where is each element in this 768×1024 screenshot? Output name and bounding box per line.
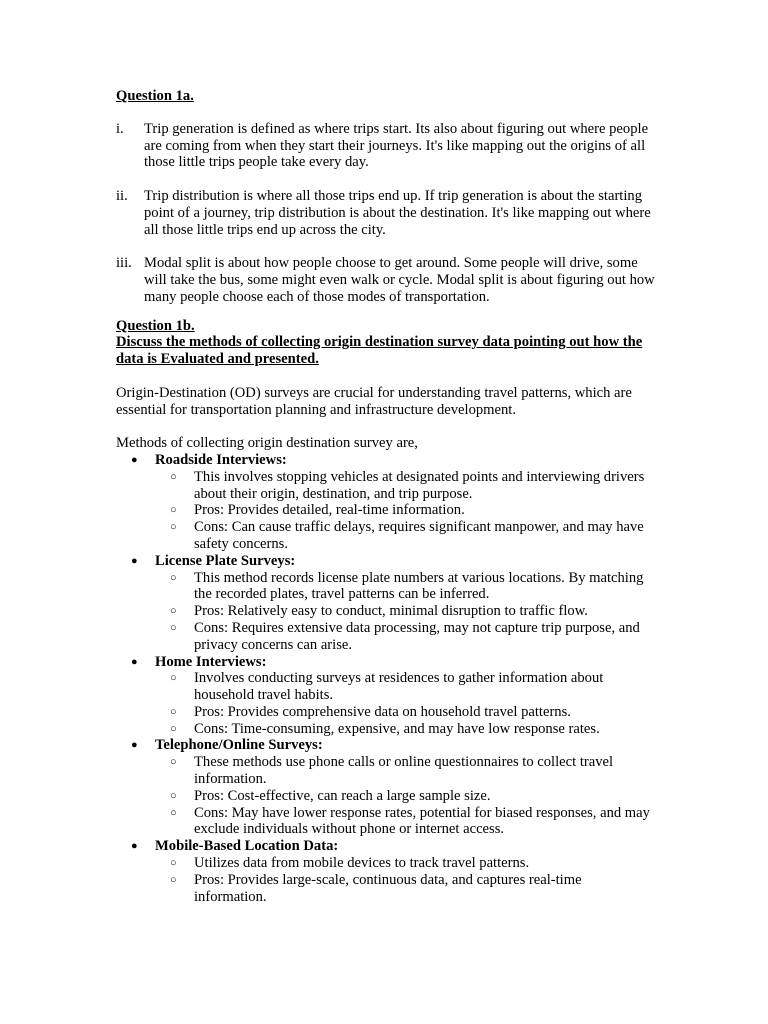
method-name: License Plate Surveys: (155, 552, 296, 569)
method-item (116, 737, 656, 838)
question-1b-prompt: Discuss the methods of collecting origin destination survey data pointing out how the data is Evaluated and presented. (116, 334, 643, 368)
question-1b-heading: Question 1b. (116, 317, 195, 334)
bullet-icon: ● (131, 453, 138, 466)
q1a-item-number: ii. (116, 187, 128, 204)
method-name: Telephone/Online Surveys: (155, 737, 323, 754)
circle-bullet-icon: ○ (170, 672, 177, 685)
circle-bullet-icon: ○ (170, 705, 177, 718)
circle-bullet-icon: ○ (170, 571, 177, 584)
method-point (155, 502, 656, 519)
method-name: Roadside Interviews: (155, 451, 287, 468)
method-point (155, 805, 656, 839)
methods-intro: Methods of collecting origin destination survey are, (116, 435, 418, 452)
method-point (155, 620, 656, 654)
method-item (116, 838, 656, 905)
method-point (155, 721, 656, 738)
method-point-text: Pros: Provides large-scale, continuous data, and captures real-time information. (194, 871, 582, 905)
method-point (155, 704, 656, 721)
circle-bullet-icon: ○ (170, 756, 177, 769)
q1a-item-text: Trip distribution is where all those trips end up. If trip generation is about the starting point of a journey, trip distribution is about the destination. It's like mapping out where all those little trips end up across the city. (144, 187, 651, 238)
method-point-text: Cons: May have lower response rates, potential for biased responses, and may exclude individuals without phone or internet access. (194, 804, 650, 838)
bullet-icon: ● (131, 554, 138, 567)
method-item (116, 452, 656, 553)
method-point-text: This involves stopping vehicles at designated points and interviewing drivers about their origin, destination, and trip purpose. (194, 468, 645, 502)
method-name: Mobile-Based Location Data: (155, 838, 339, 855)
method-point-text: Pros: Relatively easy to conduct, minimal disruption to traffic flow. (194, 603, 588, 620)
method-point (155, 872, 656, 906)
q1a-item (116, 255, 656, 305)
method-point (155, 670, 656, 704)
method-point-text: Pros: Provides detailed, real-time information. (194, 502, 465, 519)
method-point-text: Involves conducting surveys at residences to gather information about household travel habits. (194, 670, 604, 704)
method-points (155, 855, 656, 905)
q1a-item (116, 188, 656, 238)
circle-bullet-icon: ○ (170, 504, 177, 517)
q1a-item-text: Trip generation is defined as where trips start. Its also about figuring out where people are coming from when they start their journeys. It's like mapping out the origins of all those little trips people take every day. (144, 120, 649, 171)
method-points (155, 670, 656, 737)
bullet-icon: ● (131, 655, 138, 668)
circle-bullet-icon: ○ (170, 521, 177, 534)
method-point (155, 788, 656, 805)
method-point-text: Pros: Provides comprehensive data on household travel patterns. (194, 703, 571, 720)
method-name: Home Interviews: (155, 653, 267, 670)
question-1a-heading: Question 1a. (116, 88, 194, 104)
q1a-item-text: Modal split is about how people choose to get around. Some people will drive, some will take the bus, some might even walk or cycle. Modal split is about figuring out how many people choose each of those modes of transportation. (144, 255, 655, 305)
circle-bullet-icon: ○ (170, 470, 177, 483)
method-point-text: Pros: Cost-effective, can reach a large sample size. (194, 787, 491, 804)
method-point (155, 519, 656, 553)
method-point (155, 570, 656, 604)
document-body (116, 88, 656, 905)
q1a-item (116, 121, 656, 171)
method-point-text: Utilizes data from mobile devices to track travel patterns. (194, 855, 530, 872)
method-point (155, 855, 656, 872)
circle-bullet-icon: ○ (170, 789, 177, 802)
methods-list (116, 452, 656, 906)
q1a-item-number: iii. (116, 255, 132, 272)
method-point (155, 603, 656, 620)
bullet-icon: ● (131, 739, 138, 752)
circle-bullet-icon: ○ (170, 806, 177, 819)
circle-bullet-icon: ○ (170, 873, 177, 886)
method-points (155, 469, 656, 553)
method-points (155, 570, 656, 654)
method-point (155, 469, 656, 503)
circle-bullet-icon: ○ (170, 621, 177, 634)
method-item (116, 553, 656, 654)
bullet-icon: ● (131, 840, 138, 853)
q1a-item-number: i. (116, 120, 124, 137)
method-points (155, 754, 656, 838)
method-point-text: This method records license plate numbers at various locations. By matching the recorded plates, travel patterns can be inferred. (194, 569, 644, 603)
circle-bullet-icon: ○ (170, 857, 177, 870)
method-point-text: Cons: Can cause traffic delays, requires significant manpower, and may have safety concerns. (194, 519, 644, 552)
od-intro-paragraph: Origin-Destination (OD) surveys are crucial for understanding travel patterns, which are essential for transportation planning and infrastructure development. (116, 384, 632, 418)
method-point (155, 754, 656, 788)
method-point-text: Cons: Time-consuming, expensive, and may have low response rates. (194, 720, 600, 737)
method-point-text: Cons: Requires extensive data processing, may not capture trip purpose, and privacy concerns can arise. (194, 619, 640, 653)
circle-bullet-icon: ○ (170, 605, 177, 618)
method-point-text: These methods use phone calls or online questionnaires to collect travel information. (194, 754, 614, 788)
circle-bullet-icon: ○ (170, 722, 177, 735)
method-item (116, 654, 656, 738)
